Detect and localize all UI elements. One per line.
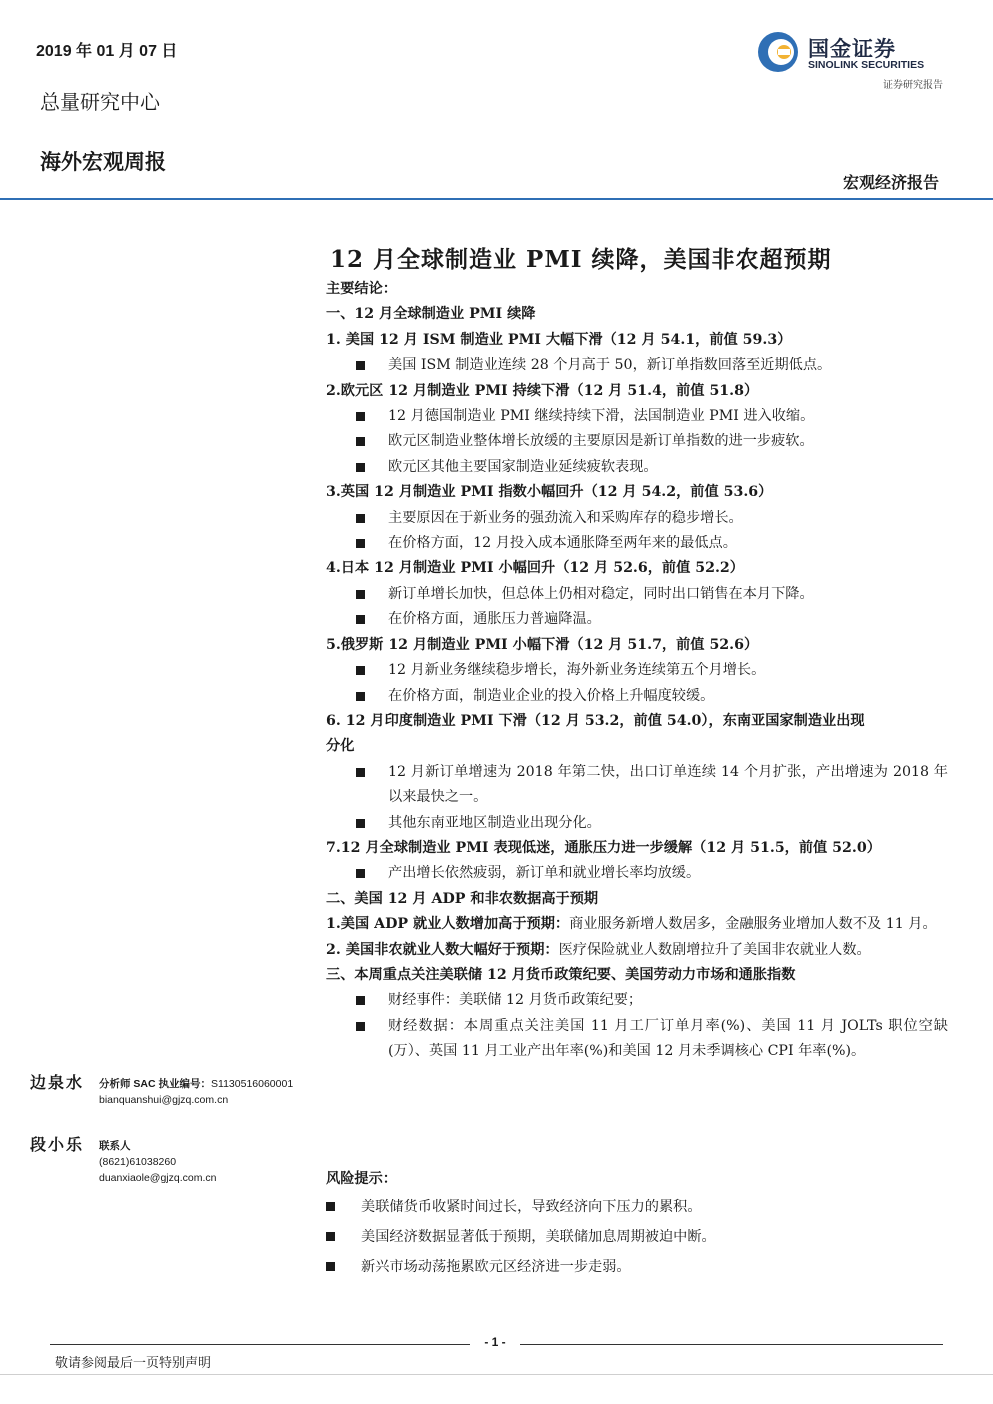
analyst-panel — [30, 1068, 320, 1192]
report-title: 12 月全球制造业 PMI 续降，美国非农超预期 — [330, 246, 832, 273]
bullet-item: 欧元区其他主要国家制造业延续疲软表现。 — [326, 455, 948, 480]
square-bullet-icon — [356, 437, 365, 446]
square-bullet-icon — [326, 1202, 335, 1211]
bullet-item: 新订单增长加快，但总体上仍相对稳定，同时出口销售在本月下降。 — [326, 582, 948, 607]
contact-phone: (8621)61038260 — [99, 1156, 177, 1168]
square-bullet-icon — [356, 412, 365, 421]
bullet-item: 在价格方面，12 月投入成本通胀降至两年来的最低点。 — [326, 531, 948, 556]
contact-label: 联系人 — [99, 1140, 131, 1152]
main-content — [326, 277, 948, 1065]
square-bullet-icon — [356, 996, 365, 1005]
risk-item: 美国经济数据显著低于预期，美联储加息周期被迫中断。 — [326, 1222, 948, 1252]
bullet-item: 其他东南亚地区制造业出现分化。 — [326, 811, 948, 836]
point-heading-cont: 分化 — [326, 738, 355, 755]
analyst-entry — [30, 1068, 320, 1130]
logo-text-cn: 国金证券 — [808, 37, 896, 61]
square-bullet-icon — [356, 692, 365, 701]
summary-heading: 主要结论： — [326, 281, 397, 297]
report-type: 宏观经济报告 — [842, 173, 939, 192]
point-heading: 2.欧元区 12 月制造业 PMI 持续下滑（12 月 51.4，前值 51.8） — [326, 382, 759, 399]
square-bullet-icon — [356, 768, 365, 777]
analyst-email[interactable]: bianquanshui@gjzq.com.cn — [99, 1094, 229, 1106]
square-bullet-icon — [356, 1022, 365, 1031]
risk-item: 美联储货币收紧时间过长，导致经济向下压力的累积。 — [326, 1192, 948, 1222]
header-divider — [0, 198, 993, 200]
square-bullet-icon — [356, 539, 365, 548]
square-bullet-icon — [356, 361, 365, 370]
risk-item: 新兴市场动荡拖累欧元区经济进一步走弱。 — [326, 1252, 948, 1282]
bullet-item: 欧元区制造业整体增长放缓的主要原因是新订单指数的进一步疲软。 — [326, 429, 948, 454]
point-heading: 4.日本 12 月制造业 PMI 小幅回升（12 月 52.6，前值 52.2） — [326, 560, 744, 577]
analyst-id: S1130516060001 — [211, 1078, 294, 1090]
report-date: 2019 年 01 月 07 日 — [36, 43, 178, 60]
bullet-item: 财经数据：本周重点关注美国 11 月工厂订单月率(%)、美国 11 月 JOLTs 职位空缺(万）、英国 11 月工业产出年率(%)和美国 12 月未季调核心 CPI 年率(%)。 — [326, 1014, 948, 1065]
square-bullet-icon — [356, 869, 365, 878]
bullet-item: 财经事件：美联储 12 月货币政策纪要； — [326, 988, 948, 1013]
point-heading: 6. 12 月印度制造业 PMI 下滑（12 月 53.2，前值 54.0），东南亚国家制造业出现 — [326, 712, 865, 729]
square-bullet-icon — [356, 666, 365, 675]
square-bullet-icon — [356, 615, 365, 624]
point-heading: 7.12 月全球制造业 PMI 表现低迷，通胀压力进一步缓解（12 月 51.5，前值 52.0） — [326, 839, 881, 856]
square-bullet-icon — [356, 463, 365, 472]
page-bottom-divider — [0, 1374, 993, 1375]
analyst-id-label: 分析师 SAC 执业编号： — [99, 1078, 212, 1090]
point-heading: 3.英国 12 月制造业 PMI 指数小幅回升（12 月 54.2，前值 53.6） — [326, 484, 773, 501]
risk-heading: 风险提示： — [326, 1171, 397, 1187]
logo-text-en: SINOLINK SECURITIES — [808, 59, 925, 71]
point-heading: 1. 美国 12 月 ISM 制造业 PMI 大幅下滑（12 月 54.1，前值 59.3） — [326, 331, 792, 348]
page-number: - 1 - — [470, 1335, 520, 1349]
risk-section — [326, 1167, 948, 1282]
bullet-item: 在价格方面，通胀压力普遍降温。 — [326, 607, 948, 632]
bullet-item: 产出增长依然疲弱，新订单和就业增长率均放缓。 — [326, 861, 948, 886]
report-label: 证券研究报告 — [883, 80, 943, 91]
paragraph: 2. 美国非农就业人数大幅好于预期：医疗保险就业人数剧增拉升了美国非农就业人数。 — [326, 941, 871, 958]
analyst-entry — [30, 1130, 320, 1192]
footer-disclaimer: 敬请参阅最后一页特别声明 — [55, 1356, 212, 1371]
paragraph: 1.美国 ADP 就业人数增加高于预期：商业服务新增人数居多，金融服务业增加人数不及 11 月。 — [326, 916, 937, 933]
section-heading: 一、12 月全球制造业 PMI 续降 — [326, 306, 536, 323]
bullet-item: 在价格方面，制造业企业的投入价格上升幅度较缓。 — [326, 684, 948, 709]
bullet-item: 12 月新业务继续稳步增长，海外新业务连续第五个月增长。 — [326, 658, 948, 683]
analyst-name: 边泉水 — [30, 1073, 85, 1092]
analyst-info — [99, 1138, 216, 1186]
bullet-item: 12 月新订单增速为 2018 年第二快，出口订单连续 14 个月扩张，产出增速为 2018 年以来最快之一。 — [326, 760, 948, 811]
square-bullet-icon — [356, 819, 365, 828]
report-series: 海外宏观周报 — [40, 149, 166, 174]
department-name: 总量研究中心 — [40, 90, 160, 114]
bullet-item: 主要原因在于新业务的强劲流入和采购库存的稳步增长。 — [326, 506, 948, 531]
square-bullet-icon — [356, 514, 365, 523]
bullet-item: 12 月德国制造业 PMI 继续持续下滑，法国制造业 PMI 进入收缩。 — [326, 404, 948, 429]
square-bullet-icon — [356, 590, 365, 599]
point-heading: 5.俄罗斯 12 月制造业 PMI 小幅下滑（12 月 51.7，前值 52.6） — [326, 636, 759, 653]
section-heading: 二、美国 12 月 ADP 和非农数据高于预期 — [326, 890, 599, 907]
square-bullet-icon — [326, 1232, 335, 1241]
contact-email[interactable]: duanxiaole@gjzq.com.cn — [99, 1172, 217, 1184]
analyst-name: 段小乐 — [30, 1135, 85, 1154]
logo-mark-icon — [756, 30, 802, 74]
company-logo — [756, 30, 946, 74]
square-bullet-icon — [326, 1262, 335, 1271]
analyst-info — [99, 1076, 293, 1108]
section-heading: 三、本周重点关注美联储 12 月货币政策纪要、美国劳动力市场和通胀指数 — [326, 966, 796, 983]
bullet-item: 美国 ISM 制造业连续 28 个月高于 50，新订单指数回落至近期低点。 — [326, 353, 948, 378]
